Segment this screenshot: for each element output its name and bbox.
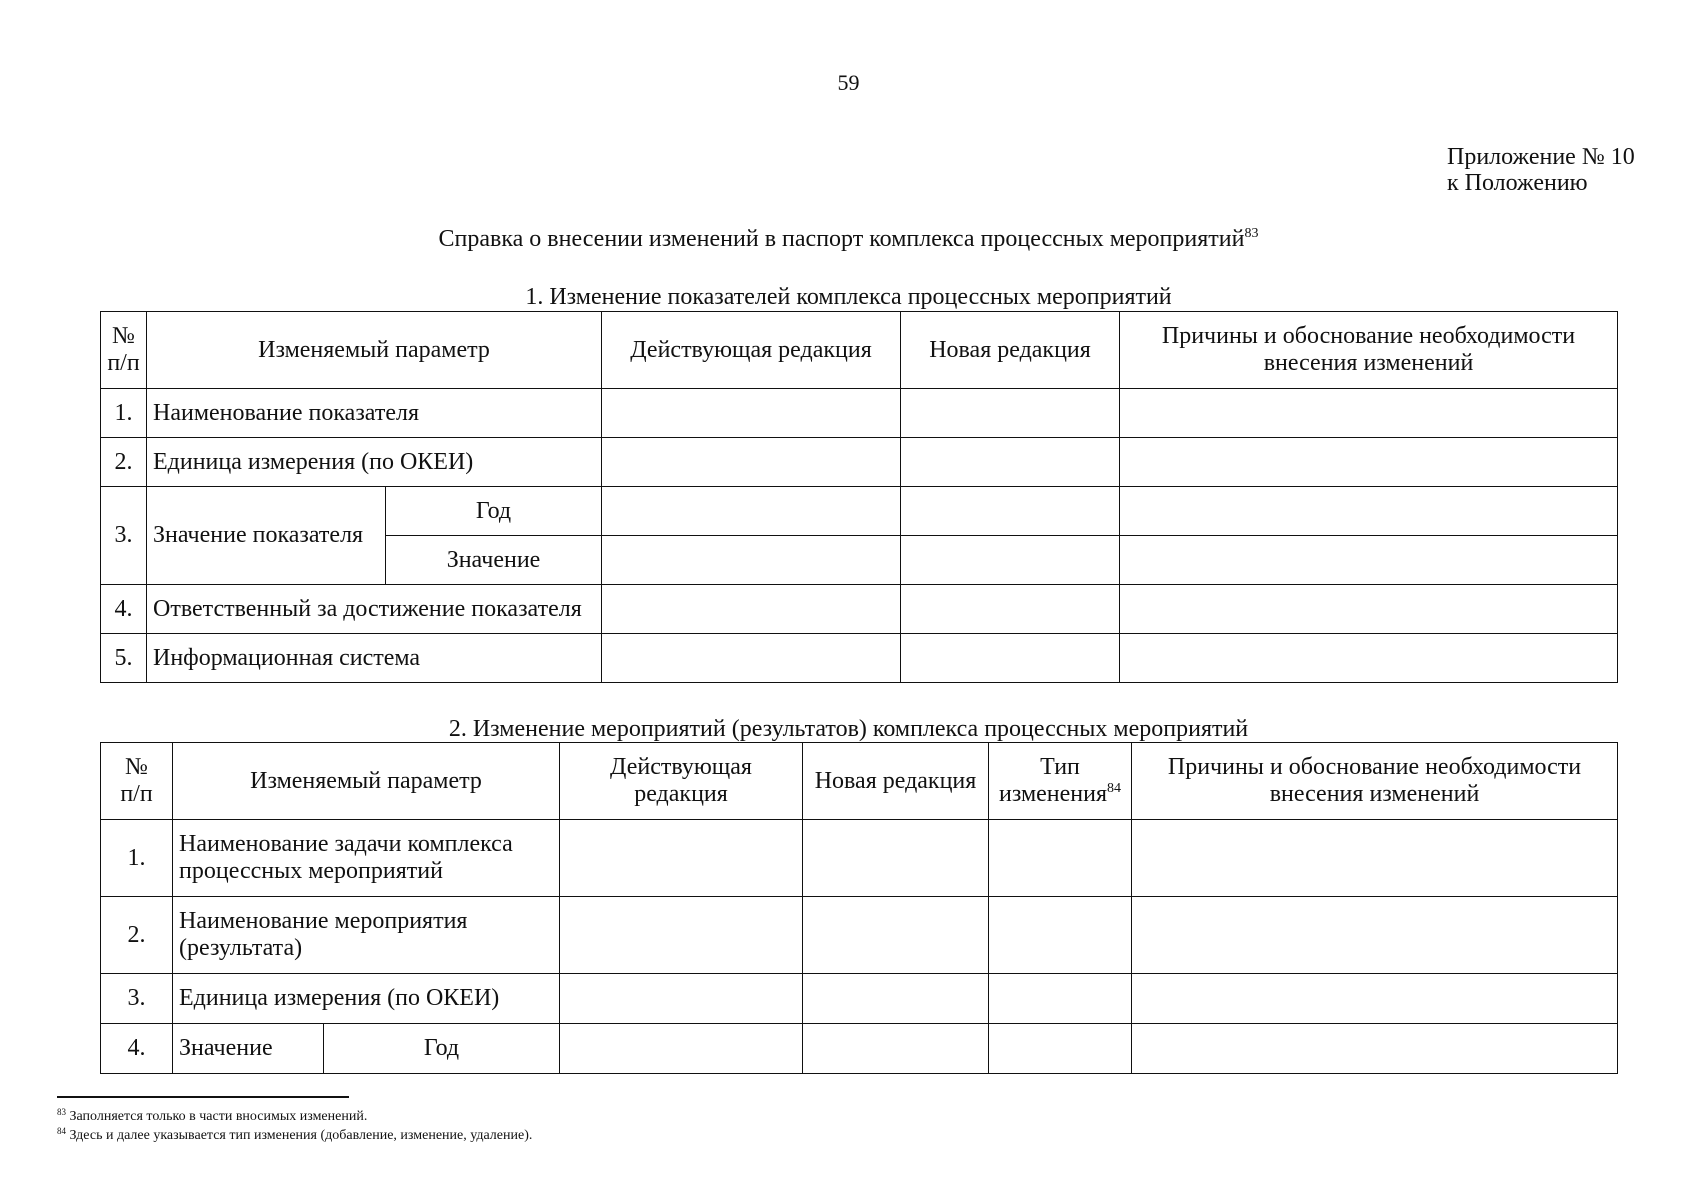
header-num-line-1: № (112, 323, 135, 349)
current-edition-cell[interactable] (602, 634, 901, 683)
header-change-type (989, 743, 1132, 820)
row-param: Единица измерения (по ОКЕИ) (173, 974, 560, 1024)
row-param: Значение показателя (147, 487, 386, 585)
table-row (101, 974, 1618, 1024)
new-edition-cell[interactable] (803, 974, 989, 1024)
header-current-edition: Действующая редакция (560, 743, 803, 820)
table-row (101, 585, 1618, 634)
row-sub-param-year: Год (324, 1024, 560, 1074)
footnote-separator (57, 1096, 349, 1098)
table-row (101, 389, 1618, 438)
change-type-cell[interactable] (989, 974, 1132, 1024)
footnote-text: Здесь и далее указывается тип изменения (добавление, изменение, удаление). (69, 1128, 533, 1143)
header-num-line-2: п/п (120, 781, 153, 807)
footnote-ref-83: 83 (1244, 226, 1259, 241)
row-num: 2. (101, 438, 147, 487)
row-num: 4. (101, 585, 147, 634)
new-edition-cell[interactable] (901, 389, 1120, 438)
current-edition-cell[interactable] (602, 389, 901, 438)
current-edition-cell[interactable] (602, 487, 901, 536)
current-edition-cell[interactable] (560, 820, 803, 897)
reasons-cell[interactable] (1132, 1024, 1618, 1074)
new-edition-cell[interactable] (803, 820, 989, 897)
header-new-edition: Новая редакция (901, 312, 1120, 389)
row-param: Наименование задачи комплекса процессных мероприятий (173, 820, 560, 897)
row-num: 3. (101, 974, 173, 1024)
row-param: Наименование мероприятия (результата) (173, 897, 560, 974)
indicators-changes-table (100, 311, 1618, 683)
footnote-mark: 83 (57, 1107, 66, 1117)
appendix-line-2: к Положению (1447, 170, 1588, 196)
current-edition-cell[interactable] (560, 897, 803, 974)
row-sub-param-value: Значение (386, 536, 602, 585)
change-type-cell[interactable] (989, 820, 1132, 897)
table-row (101, 820, 1618, 897)
row-num: 4. (101, 1024, 173, 1074)
current-edition-cell[interactable] (602, 536, 901, 585)
table-header-row (101, 312, 1618, 389)
new-edition-cell[interactable] (803, 1024, 989, 1074)
current-edition-cell[interactable] (560, 974, 803, 1024)
document-title-text: Справка о внесении изменений в паспорт комплекса процессных мероприятий (438, 226, 1245, 252)
header-num-line-2: п/п (107, 350, 140, 376)
new-edition-cell[interactable] (901, 487, 1120, 536)
footnote-ref-84: 84 (1107, 781, 1122, 796)
footnote-83 (57, 1107, 532, 1126)
row-param: Ответственный за достижение показателя (147, 585, 602, 634)
reasons-cell[interactable] (1132, 974, 1618, 1024)
header-num (101, 312, 147, 389)
header-reasons: Причины и обоснование необходимости внесения изменений (1120, 312, 1618, 389)
header-new-edition: Новая редакция (803, 743, 989, 820)
reasons-cell[interactable] (1120, 487, 1618, 536)
row-num: 2. (101, 897, 173, 974)
reasons-cell[interactable] (1120, 536, 1618, 585)
footnote-text: Заполняется только в части вносимых изменений. (69, 1109, 368, 1124)
page-number: 59 (837, 70, 860, 95)
new-edition-cell[interactable] (803, 897, 989, 974)
new-edition-cell[interactable] (901, 585, 1120, 634)
row-num: 1. (101, 820, 173, 897)
row-param: Единица измерения (по ОКЕИ) (147, 438, 602, 487)
change-type-cell[interactable] (989, 897, 1132, 974)
header-param: Изменяемый параметр (173, 743, 560, 820)
reasons-cell[interactable] (1120, 634, 1618, 683)
change-type-cell[interactable] (989, 1024, 1132, 1074)
header-current-edition: Действующая редакция (602, 312, 901, 389)
current-edition-cell[interactable] (602, 438, 901, 487)
reasons-cell[interactable] (1120, 389, 1618, 438)
reasons-cell[interactable] (1132, 820, 1618, 897)
appendix-heading (1447, 144, 1635, 196)
new-edition-cell[interactable] (901, 634, 1120, 683)
row-num: 3. (101, 487, 147, 585)
reasons-cell[interactable] (1132, 897, 1618, 974)
header-change-type-text: Тип изменения (998, 754, 1108, 807)
table-row (101, 897, 1618, 974)
activities-changes-table (100, 742, 1618, 1074)
appendix-line-1: Приложение № 10 (1447, 144, 1635, 170)
footnotes (57, 1107, 532, 1145)
current-edition-cell[interactable] (560, 1024, 803, 1074)
row-num: 1. (101, 389, 147, 438)
header-reasons: Причины и обоснование необходимости внесения изменений (1132, 743, 1618, 820)
table-header-row (101, 743, 1618, 820)
footnote-84 (57, 1126, 532, 1145)
table-row (101, 487, 1618, 536)
footnote-mark: 84 (57, 1126, 66, 1136)
row-param: Информационная система (147, 634, 602, 683)
new-edition-cell[interactable] (901, 438, 1120, 487)
reasons-cell[interactable] (1120, 585, 1618, 634)
row-param: Значение (173, 1024, 324, 1074)
header-num-line-1: № (125, 754, 148, 780)
current-edition-cell[interactable] (602, 585, 901, 634)
header-num (101, 743, 173, 820)
new-edition-cell[interactable] (901, 536, 1120, 585)
reasons-cell[interactable] (1120, 438, 1618, 487)
header-param: Изменяемый параметр (147, 312, 602, 389)
table-row (101, 634, 1618, 683)
section-1-title: 1. Изменение показателей комплекса процессных мероприятий (525, 284, 1172, 310)
table-row (101, 1024, 1618, 1074)
document-title (0, 226, 1697, 253)
row-num: 5. (101, 634, 147, 683)
row-param: Наименование показателя (147, 389, 602, 438)
table-row (101, 438, 1618, 487)
section-2-title: 2. Изменение мероприятий (результатов) комплекса процессных мероприятий (448, 716, 1249, 742)
row-sub-param-year: Год (386, 487, 602, 536)
